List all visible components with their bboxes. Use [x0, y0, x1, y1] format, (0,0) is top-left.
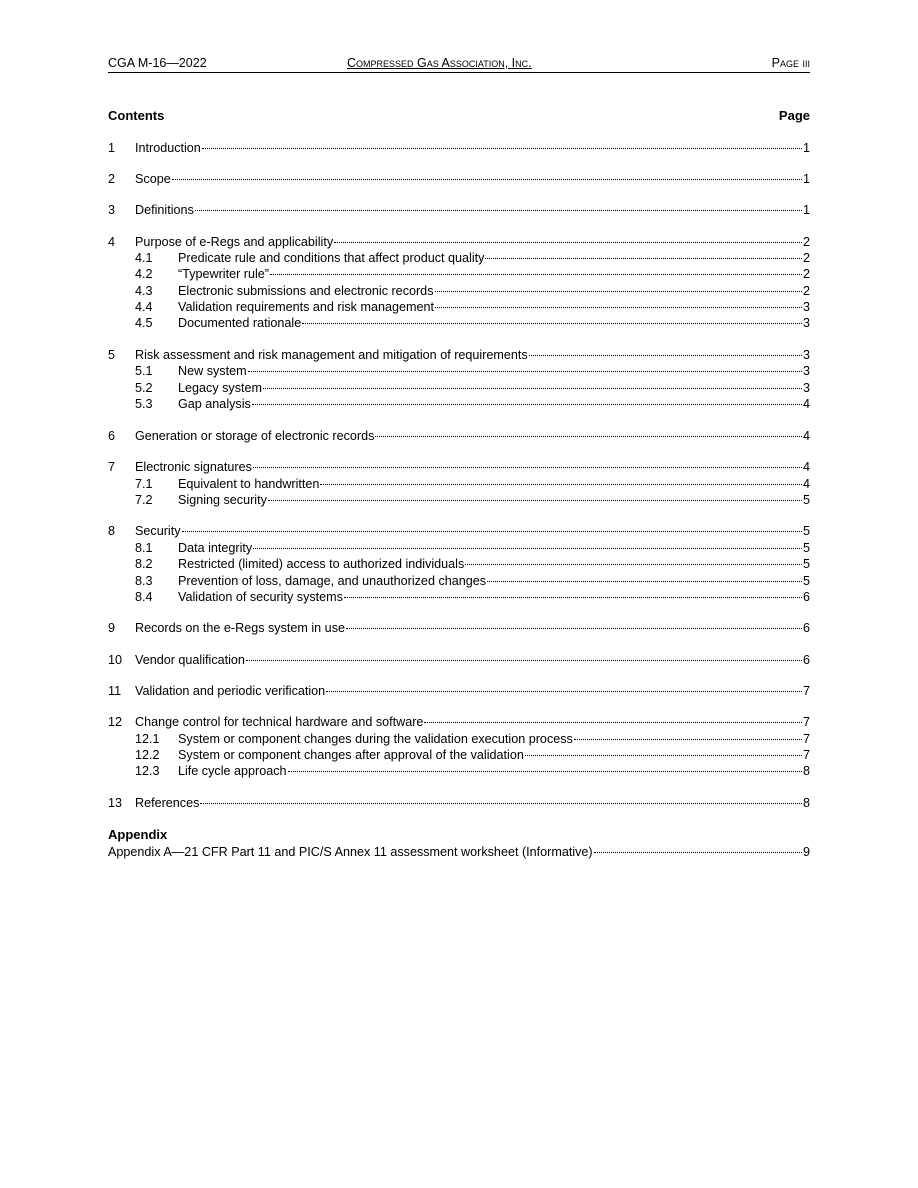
toc-entry-page: 6	[802, 621, 810, 635]
toc-entry-2[interactable]	[108, 171, 810, 187]
toc-entry-page: 4	[802, 460, 810, 474]
toc-entry-page: 5	[802, 524, 810, 538]
dot-leader	[435, 291, 802, 292]
toc-entry-number: 6	[108, 429, 116, 443]
toc-entry-title: Prevention of loss, damage, and unauthorized changes	[178, 574, 487, 588]
toc-entry-page: 8	[802, 796, 810, 810]
dot-leader	[200, 803, 802, 804]
header-publisher: Compressed Gas Association, Inc.	[347, 56, 532, 70]
toc-entry-number: 7.2	[135, 493, 153, 507]
toc-entry-title: Scope	[135, 172, 171, 186]
toc-entry-title: Appendix A—21 CFR Part 11 and PIC/S Annex 11 assessment worksheet (Informative)	[108, 845, 593, 859]
toc-entry-page: 7	[802, 748, 810, 762]
toc-entry-number: 4.2	[135, 267, 153, 281]
toc-entry-title: System or component changes after approval of the validation	[178, 748, 524, 762]
toc-entry-page: 2	[802, 284, 810, 298]
toc-entry-page: 2	[802, 235, 810, 249]
toc-entry-appendix-a[interactable]	[108, 844, 810, 860]
toc-entry-8-2[interactable]	[135, 556, 810, 572]
toc-entry-number: 4.5	[135, 316, 153, 330]
toc-entry-3[interactable]	[108, 202, 810, 218]
header-page-number: Page iii	[771, 56, 810, 70]
toc-entry-page: 7	[802, 684, 810, 698]
toc-entry-page: 1	[802, 203, 810, 217]
dot-leader	[487, 581, 802, 582]
dot-leader	[435, 307, 802, 308]
toc-entry-title: Equivalent to handwritten	[178, 477, 320, 491]
dot-leader	[253, 548, 802, 549]
contents-heading-row	[108, 108, 810, 124]
toc-entry-page: 3	[802, 364, 810, 378]
toc-entry-number: 4.3	[135, 284, 153, 298]
toc-entry-10[interactable]	[108, 652, 810, 668]
toc-entry-number: 5.2	[135, 381, 153, 395]
dot-leader	[182, 531, 802, 532]
toc-entry-7[interactable]	[108, 459, 810, 475]
toc-entry-5-1[interactable]	[135, 363, 810, 379]
contents-title: Contents	[108, 108, 165, 123]
toc-entry-number: 10	[108, 653, 123, 667]
toc-entry-title: New system	[178, 364, 247, 378]
toc-entry-page: 3	[802, 381, 810, 395]
toc-entry-title: Electronic signatures	[135, 460, 252, 474]
dot-leader	[485, 258, 802, 259]
toc-entry-title: Legacy system	[178, 381, 262, 395]
toc-entry-title: Predicate rule and conditions that affect product quality	[178, 251, 485, 265]
dot-leader	[253, 467, 802, 468]
dot-leader	[344, 597, 802, 598]
toc-entry-title: Introduction	[135, 141, 201, 155]
toc-entry-4-5[interactable]	[135, 315, 810, 331]
dot-leader	[270, 274, 802, 275]
toc-entry-number: 4	[108, 235, 116, 249]
dot-leader	[202, 148, 802, 149]
page-header	[108, 56, 810, 73]
toc-entry-page: 6	[802, 653, 810, 667]
toc-entry-number: 8.3	[135, 574, 153, 588]
toc-entry-title: Restricted (limited) access to authorized individuals	[178, 557, 465, 571]
toc-entry-page: 4	[802, 397, 810, 411]
toc-entry-8-4[interactable]	[135, 589, 810, 605]
toc-entry-8-3[interactable]	[135, 573, 810, 589]
toc-entry-8[interactable]	[108, 523, 810, 539]
toc-entry-title: Risk assessment and risk management and mitigation of requirements	[135, 348, 528, 362]
toc-entry-page: 6	[802, 590, 810, 604]
toc-entry-title: Signing security	[178, 493, 267, 507]
toc-entry-title: System or component changes during the validation execution process	[178, 732, 573, 746]
toc-entry-title: Change control for technical hardware and software	[135, 715, 424, 729]
toc-entry-number: 5	[108, 348, 116, 362]
dot-leader	[334, 242, 802, 243]
toc-entry-8-1[interactable]	[135, 540, 810, 556]
toc-entry-number: 4.4	[135, 300, 153, 314]
dot-leader	[195, 210, 802, 211]
dot-leader	[375, 436, 802, 437]
dot-leader	[424, 722, 802, 723]
toc-entry-number: 5.1	[135, 364, 153, 378]
toc-entry-5-2[interactable]	[135, 380, 810, 396]
toc-entry-page: 5	[802, 557, 810, 571]
toc-entry-page: 3	[802, 316, 810, 330]
toc-entry-title: Gap analysis	[178, 397, 251, 411]
toc-entry-12[interactable]	[108, 714, 810, 730]
toc-entry-title: Documented rationale	[178, 316, 302, 330]
toc-entry-page: 3	[802, 348, 810, 362]
toc-entry-11[interactable]	[108, 683, 810, 699]
toc-entry-page: 5	[802, 493, 810, 507]
toc-entry-4-4[interactable]	[135, 299, 810, 315]
dot-leader	[246, 660, 802, 661]
toc-entry-6[interactable]	[108, 428, 810, 444]
dot-leader	[268, 500, 802, 501]
toc-entry-number: 3	[108, 203, 116, 217]
dot-leader	[248, 371, 802, 372]
dot-leader	[529, 355, 802, 356]
toc-entry-5[interactable]	[108, 347, 810, 363]
header-document-id: CGA M-16—2022	[108, 56, 207, 70]
page-column-label: Page	[778, 108, 810, 123]
toc-entry-page: 4	[802, 429, 810, 443]
toc-entry-title: Data integrity	[178, 541, 253, 555]
dot-leader	[320, 484, 802, 485]
toc-entry-number: 5.3	[135, 397, 153, 411]
toc-entry-title: References	[135, 796, 200, 810]
dot-leader	[465, 564, 802, 565]
toc-entry-7-1[interactable]	[135, 476, 810, 492]
dot-leader	[302, 323, 802, 324]
toc-entry-5-3[interactable]	[135, 396, 810, 412]
toc-entry-page: 7	[802, 732, 810, 746]
toc-entry-4-1[interactable]	[135, 250, 810, 266]
toc-entry-number: 2	[108, 172, 116, 186]
toc-entry-13[interactable]	[108, 795, 810, 811]
toc-entry-number: 11	[108, 684, 122, 698]
toc-entry-title: Electronic submissions and electronic records	[178, 284, 434, 298]
toc-entry-4-2[interactable]	[135, 266, 810, 282]
toc-entry-page: 2	[802, 267, 810, 281]
toc-entry-9[interactable]	[108, 620, 810, 636]
toc-entry-title: Life cycle approach	[178, 764, 287, 778]
toc-entry-title: “Typewriter rule”	[178, 267, 269, 281]
dot-leader	[326, 691, 802, 692]
toc-entry-number: 12.1	[135, 732, 160, 746]
dot-leader	[288, 771, 802, 772]
toc-entry-4-3[interactable]	[135, 283, 810, 299]
toc-entry-number: 8.4	[135, 590, 153, 604]
toc-entry-number: 8.1	[135, 541, 153, 555]
toc-entry-number: 8.2	[135, 557, 153, 571]
toc-entry-title: Security	[135, 524, 181, 538]
toc-entry-title: Definitions	[135, 203, 194, 217]
toc-entry-page: 5	[802, 574, 810, 588]
dot-leader	[346, 628, 802, 629]
toc-entry-number: 8	[108, 524, 116, 538]
toc-entry-4[interactable]	[108, 234, 810, 250]
toc-entry-number: 7	[108, 460, 116, 474]
toc-entry-page: 5	[802, 541, 810, 555]
dot-leader	[594, 852, 802, 853]
toc-entry-number: 7.1	[135, 477, 153, 491]
toc-entry-number: 13	[108, 796, 123, 810]
toc-entry-page: 8	[802, 764, 810, 778]
toc-entry-page: 3	[802, 300, 810, 314]
toc-entry-1[interactable]	[108, 140, 810, 156]
toc-entry-page: 1	[802, 172, 810, 186]
toc-entry-number: 12.2	[135, 748, 160, 762]
toc-entry-title: Vendor qualification	[135, 653, 245, 667]
toc-entry-number: 12	[108, 715, 123, 729]
appendix-heading: Appendix	[108, 827, 168, 842]
toc-entry-title: Validation requirements and risk management	[178, 300, 434, 314]
dot-leader	[574, 739, 802, 740]
toc-entry-page: 1	[802, 141, 810, 155]
toc-entry-number: 9	[108, 621, 116, 635]
dot-leader	[263, 388, 802, 389]
toc-entry-number: 1	[108, 141, 116, 155]
toc-entry-12-1[interactable]	[135, 731, 810, 747]
toc-entry-12-3[interactable]	[135, 763, 810, 779]
toc-entry-page: 9	[802, 845, 810, 859]
dot-leader	[525, 755, 802, 756]
toc-entry-page: 2	[802, 251, 810, 265]
toc-entry-7-2[interactable]	[135, 492, 810, 508]
toc-entry-title: Purpose of e-Regs and applicability	[135, 235, 334, 249]
toc-entry-12-2[interactable]	[135, 747, 810, 763]
toc-entry-number: 4.1	[135, 251, 153, 265]
dot-leader	[172, 179, 802, 180]
toc-entry-title: Generation or storage of electronic records	[135, 429, 375, 443]
toc-entry-title: Validation of security systems	[178, 590, 343, 604]
toc-entry-title: Validation and periodic verification	[135, 684, 326, 698]
toc-entry-page: 4	[802, 477, 810, 491]
toc-entry-page: 7	[802, 715, 810, 729]
dot-leader	[252, 404, 802, 405]
toc-entry-number: 12.3	[135, 764, 160, 778]
toc-entry-title: Records on the e-Regs system in use	[135, 621, 345, 635]
